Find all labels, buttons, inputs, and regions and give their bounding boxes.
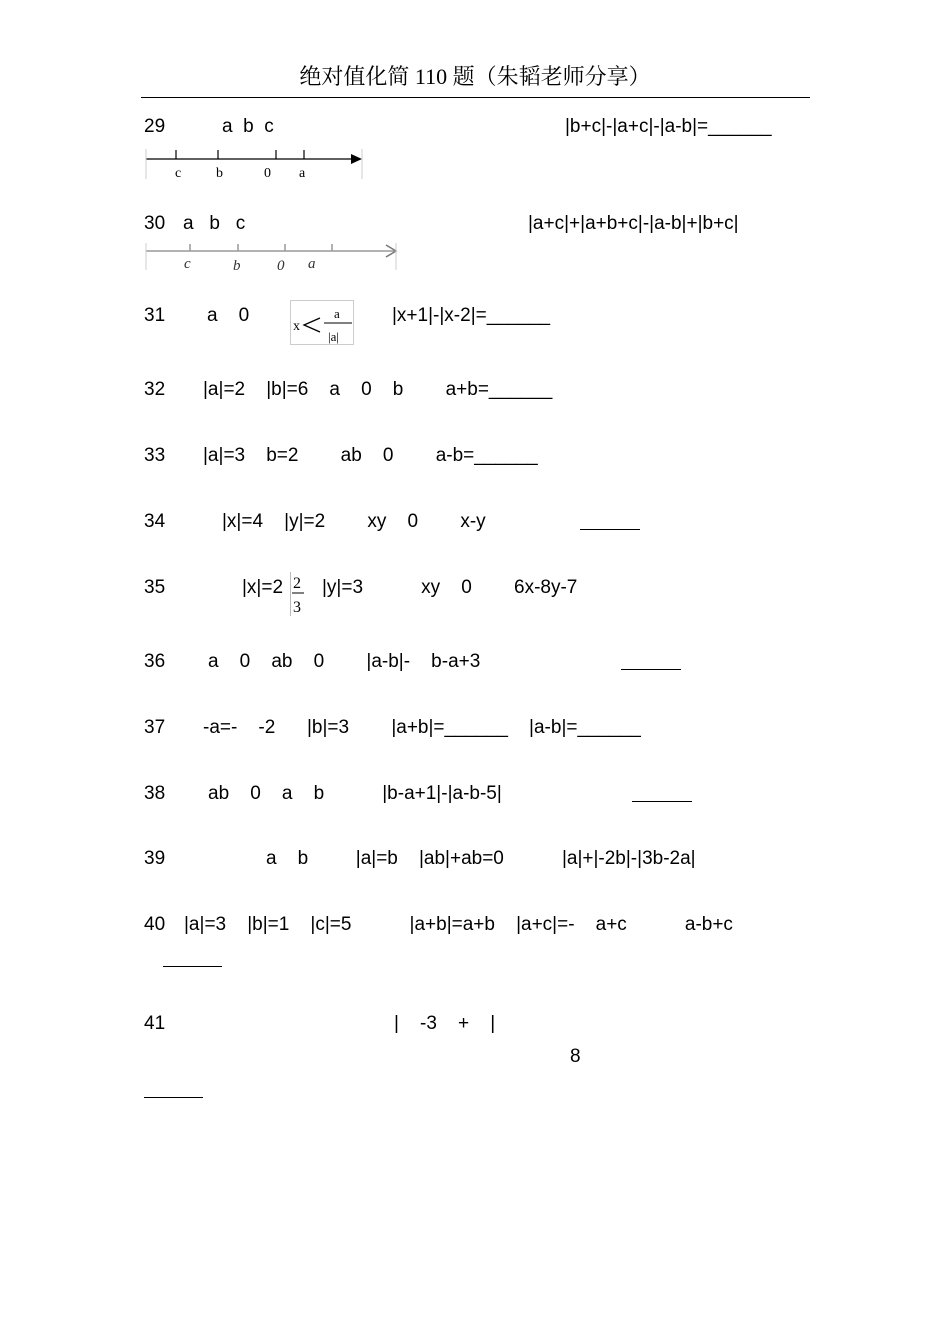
axis-label-a: a	[308, 256, 316, 272]
axis-label-zero: 0	[277, 258, 285, 274]
problem-36-number: 36	[144, 651, 166, 672]
problem-30-number: 30	[144, 213, 166, 234]
problem-40-answer-blank	[163, 966, 222, 967]
header-divider	[141, 97, 810, 98]
problem-40-number: 40	[144, 914, 166, 935]
problem-36-answer-blank	[621, 669, 681, 670]
problem-34-answer-blank	[580, 529, 640, 530]
problem-31-variables: a 0	[207, 305, 250, 326]
problem-29-number-line	[144, 143, 366, 183]
page-title: 绝对值化简 110 题（朱韬老师分享）	[299, 64, 651, 89]
problem-31-number: 31	[144, 305, 166, 326]
problem-40-text: |a|=3 |b|=1 |c|=5 |a+b|=a+b |a+c|=- a+c a-b+c	[184, 914, 733, 935]
axis-label-b: b	[216, 166, 223, 181]
problem-33-text: |a|=3 b=2 ab 0 a-b=______	[203, 445, 538, 466]
problem-32-number: 32	[144, 379, 166, 400]
problem-32-text: |a|=2 |b|=6 a 0 b a+b=______	[203, 379, 553, 400]
problem-30-expression: |a+c|+|a+b+c|-|a-b|+|b+c|	[528, 213, 739, 234]
axis-label-a: a	[299, 166, 306, 181]
inequality-lhs: x	[293, 319, 300, 334]
problem-31-inequality-figure	[290, 300, 354, 345]
problem-35-number: 35	[144, 577, 166, 598]
fraction-numerator: 2	[293, 575, 301, 592]
problem-35-text-part2: |y|=3 xy 0 6x-8y-7	[322, 577, 578, 598]
problem-39-text: a b |a|=b |ab|+ab=0 |a|+|-2b|-|3b-2a|	[266, 848, 696, 869]
problem-29-variables: a b c	[222, 116, 274, 137]
problem-29-expression: |b+c|-|a+c|-|a-b|=______	[565, 116, 772, 137]
problem-38-text: ab 0 a b |b-a+1|-|a-b-5|	[208, 783, 502, 804]
problem-31-expression: |x+1|-|x-2|=______	[392, 305, 551, 326]
problem-41-answer-blank	[144, 1097, 203, 1098]
fraction-denominator: 3	[293, 599, 301, 616]
problem-34-text: |x|=4 |y|=2 xy 0 x-y	[222, 511, 486, 532]
problem-37-number: 37	[144, 717, 166, 738]
problem-33-number: 33	[144, 445, 166, 466]
problem-38-answer-blank	[632, 801, 692, 802]
axis-label-c: c	[175, 166, 182, 181]
problem-41-number: 41	[144, 1013, 166, 1034]
problem-30-number-line	[144, 240, 400, 274]
problem-35-text-part1: |x|=2	[242, 577, 284, 598]
problem-38-number: 38	[144, 783, 166, 804]
axis-label-zero: 0	[264, 166, 271, 181]
problem-34-number: 34	[144, 511, 166, 532]
problem-36-text: a 0 ab 0 |a-b|- b-a+3	[208, 651, 481, 672]
problem-29-number: 29	[144, 116, 166, 137]
axis-label-c: c	[184, 256, 191, 272]
problem-37-text: -a=- -2 |b|=3 |a+b|=______ |a-b|=______	[203, 717, 641, 738]
problem-41-text: | -3 + |	[394, 1013, 496, 1034]
problem-39-number: 39	[144, 848, 166, 869]
problem-30-variables: a b c	[183, 213, 246, 234]
fraction-numerator: a	[334, 306, 340, 321]
fraction-denominator: |a|	[328, 329, 339, 344]
problem-41-value: 8	[570, 1046, 581, 1067]
axis-label-b: b	[233, 258, 241, 274]
problem-35-fraction	[288, 570, 306, 618]
